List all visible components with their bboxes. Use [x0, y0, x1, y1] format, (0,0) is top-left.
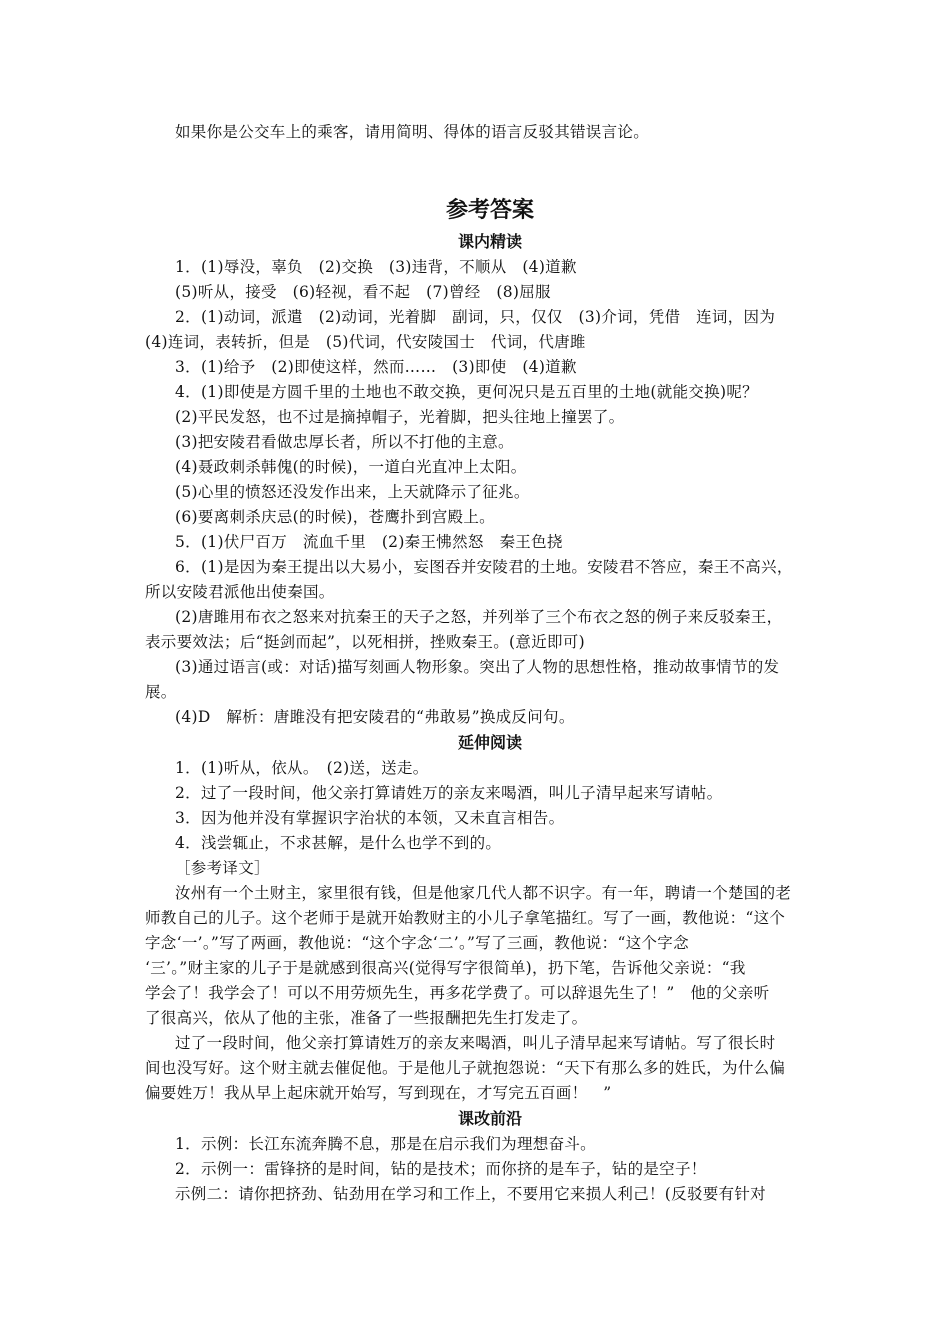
translation-line: 汝州有一个土财主，家里很有钱，但是他家几代人都不识字。有一年，聘请一个楚国的老: [175, 884, 792, 902]
page-title: 参考答案: [445, 198, 534, 223]
answer-line: 2．过了一段时间，他父亲打算请姓万的亲友来喝酒，叫儿子清早起来写请帖。: [175, 784, 723, 802]
section-heading-in-class-reading: 课内精读: [457, 232, 522, 251]
translation-line: 字念‘一’。”写了两画，教他说：“这个字念‘二’。”写了三画，教他说：“这个字念: [145, 934, 689, 952]
section-heading-curriculum-reform: 课改前沿: [457, 1109, 522, 1128]
translation-line: 过了一段时间，他父亲打算请姓万的亲友来喝酒，叫儿子清早起来写请帖。写了很长时: [175, 1034, 776, 1052]
translation-line: ‘三’。”财主家的儿子于是就感到很高兴(觉得写字很简单)，扔下笔，告诉他父亲说：“我: [145, 959, 746, 977]
answer-line: 1．(1)听从，依从。 (2)送，送走。: [175, 759, 429, 777]
answer-line: 3．(1)给予 (2)即使这样，然而…… (3)即使 (4)道歉: [175, 358, 577, 376]
answer-line: (6)要离刺杀庆忌(的时候)，苍鹰扑到宫殿上。: [175, 508, 495, 526]
translation-line: 间也没写好。这个财主就去催促他。于是他儿子就抱怨说：“天下有那么多的姓氏，为什么偏: [145, 1059, 786, 1077]
answer-line: (5)心里的愤怒还没发作出来，上天就降示了征兆。: [175, 483, 530, 501]
answer-line: (4)连词，表转折，但是 (5)代词，代安陵国士 代词，代唐雎: [145, 333, 586, 351]
answer-line: (3)通过语言(或：对话)描写刻画人物形象。突出了人物的思想性格，推动故事情节的发: [175, 658, 780, 676]
answer-line: (2)唐雎用布衣之怒来对抗秦王的天子之怒，并列举了三个布衣之怒的例子来反驳秦王，: [175, 608, 783, 626]
translation-line: 师教自己的儿子。这个老师于是就开始教财主的小儿子拿笔描红。写了一画，教他说：“这个: [145, 909, 786, 927]
answer-line: 2．示例一：雷锋挤的是时间，钻的是技术；而你挤的是车子，钻的是空子！: [175, 1160, 707, 1178]
answer-line: 展。: [145, 683, 177, 701]
translation-line: 偏要姓万！我从早上起床就开始写，写到现在，才写完五百画！ ”: [145, 1084, 612, 1102]
answer-line: 1．示例：长江东流奔腾不息，那是在启示我们为理想奋斗。: [175, 1135, 596, 1153]
answer-line: (4)D 解析：唐雎没有把安陵君的“弗敢易”换成反问句。: [175, 708, 575, 726]
answer-line: 表示要效法；后“挺剑而起”，以死相拼，挫败秦王。(意近即可): [145, 633, 585, 651]
answer-line: 3．因为他并没有掌握识字治状的本领，又未直言相告。: [175, 809, 565, 827]
answer-line: (2)平民发怒，也不过是摘掉帽子，光着脚，把头往地上撞罢了。: [175, 408, 625, 426]
question-prompt: 如果你是公交车上的乘客，请用简明、得体的语言反驳其错误言论。: [175, 123, 650, 141]
translation-line: 了很高兴，依从了他的主张，准备了一些报酬把先生打发走了。: [145, 1009, 588, 1027]
answer-line: 4．(1)即使是方圆千里的土地也不敢交换，更何况只是五百里的土地(就能交换)呢？: [175, 383, 758, 401]
answer-line: (3)把安陵君看做忠厚长者，所以不打他的主意。: [175, 433, 514, 451]
answer-line: 5．(1)伏尸百万 流血千里 (2)秦王怫然怒 秦王色挠: [175, 533, 563, 551]
answer-line: 1．(1)辱没，辜负 (2)交换 (3)违背，不顺从 (4)道歉: [175, 258, 577, 276]
answer-line: (5)听从，接受 (6)轻视，看不起 (7)曾经 (8)屈服: [175, 283, 551, 301]
answer-line: (4)聂政刺杀韩傀(的时候)，一道白光直冲上太阳。: [175, 458, 527, 476]
translation-line: 学会了！我学会了！可以不用劳烦先生，再多花学费了。可以辞退先生了！” 他的父亲听: [145, 984, 770, 1002]
answer-line: 6．(1)是因为秦王提出以大易小，妄图吞并安陵君的土地。安陵君不答应，秦王不高兴，: [175, 558, 793, 576]
section-heading-extended-reading: 延伸阅读: [457, 733, 522, 752]
answer-line: 所以安陵君派他出使秦国。: [145, 583, 335, 601]
answer-line: 4．浅尝辄止，不求甚解，是什么也学不到的。: [175, 834, 502, 852]
answer-line: 2．(1)动词，派遣 (2)动词，光着脚 副词，只，仅仅 (3)介词，凭借 连词，因为: [175, 308, 776, 326]
answer-line: 示例二：请你把挤劲、钻劲用在学习和工作上，不要用它来损人利己！(反驳要有针对: [175, 1185, 766, 1203]
translation-label: ［参考译文］: [175, 859, 270, 877]
